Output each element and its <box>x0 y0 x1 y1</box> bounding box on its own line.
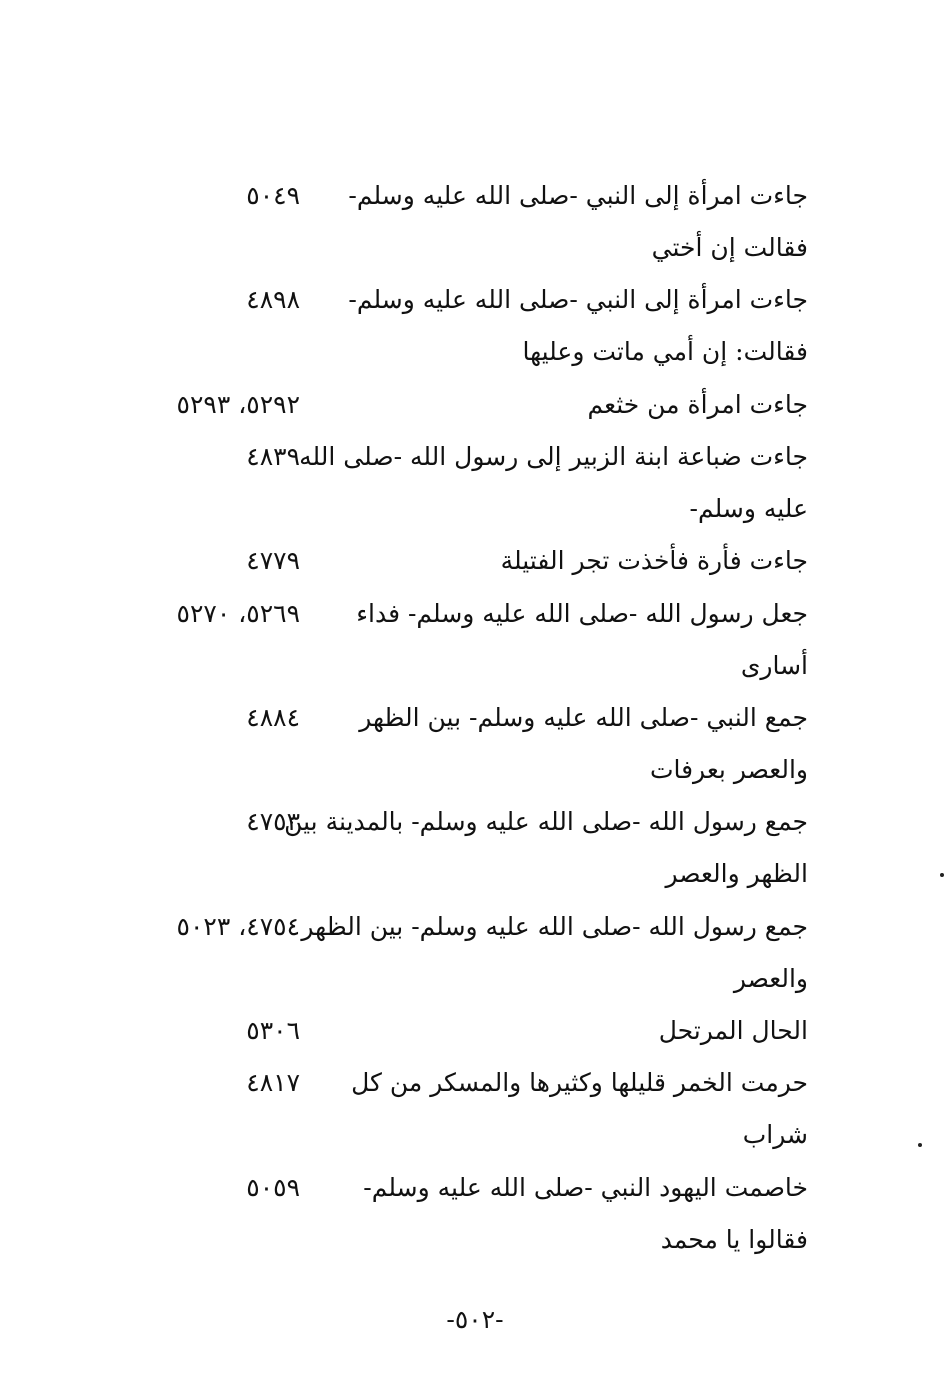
entry-hadith-numbers: ٤٨١٧ <box>246 1068 300 1097</box>
entry-hadith-numbers: ٥٠٥٩ <box>246 1173 300 1202</box>
entry-text: جاءت امرأة من خثعم <box>587 390 808 419</box>
entry-text: جاءت فأرة فأخذت تجر الفتيلة <box>500 546 808 575</box>
entry-text-continuation: عليه وسلم- <box>689 494 808 523</box>
entry-text: جمع رسول الله -صلى الله عليه وسلم- بين الظهر <box>301 912 808 941</box>
entry-text: خاصمت اليهود النبي -صلى الله عليه وسلم- <box>363 1173 808 1202</box>
entry-text-continuation: شراب <box>742 1120 808 1149</box>
entry-text: جمع رسول الله -صلى الله عليه وسلم- بالمدينة بين <box>284 807 808 836</box>
entry-hadith-numbers: ٤٨٣٩ <box>246 442 300 471</box>
entry-text: جاءت امرأة إلى النبي -صلى الله عليه وسلم- <box>348 181 808 210</box>
entry-text-continuation: فقالت: إن أمي ماتت وعليها <box>522 337 808 366</box>
entry-hadith-numbers: ٤٨٩٨ <box>246 285 300 314</box>
entry-text-continuation: فقالت إن أختي <box>651 233 808 262</box>
entry-text: جاءت امرأة إلى النبي -صلى الله عليه وسلم- <box>348 285 808 314</box>
entry-hadith-numbers: ٤٧٥٤، ٥٠٢٣ <box>176 912 300 941</box>
page-number: -٥٠٢- <box>446 1305 504 1334</box>
entry-text: الحال المرتحل <box>658 1016 808 1045</box>
entry-text-continuation: فقالوا يا محمد <box>660 1225 808 1254</box>
entry-text: جعل رسول الله -صلى الله عليه وسلم- فداء <box>356 599 808 628</box>
entry-hadith-numbers: ٥٣٠٦ <box>246 1016 300 1045</box>
entry-hadith-numbers: ٤٧٥٣ <box>246 807 300 836</box>
entry-hadith-numbers: ٥٢٩٢، ٥٢٩٣ <box>176 390 300 419</box>
entry-hadith-numbers: ٥٢٦٩، ٥٢٧٠ <box>176 599 300 628</box>
entry-hadith-numbers: ٤٨٨٤ <box>246 703 300 732</box>
entry-text: حرمت الخمر قليلها وكثيرها والمسكر من كل <box>351 1068 808 1097</box>
entry-text: جاءت ضباعة ابنة الزبير إلى رسول الله -صلى الله <box>299 442 808 471</box>
scan-speck <box>918 1143 922 1147</box>
entry-text-continuation: والعصر <box>733 964 808 993</box>
scan-speck <box>940 873 944 877</box>
entry-text: جمع النبي -صلى الله عليه وسلم- بين الظهر <box>359 703 808 732</box>
entry-text-continuation: الظهر والعصر <box>665 859 808 888</box>
entry-hadith-numbers: ٥٠٤٩ <box>246 181 300 210</box>
entry-hadith-numbers: ٤٧٧٩ <box>246 546 300 575</box>
entry-text-continuation: والعصر بعرفات <box>649 755 808 784</box>
entry-text-continuation: أسارى <box>740 651 808 680</box>
